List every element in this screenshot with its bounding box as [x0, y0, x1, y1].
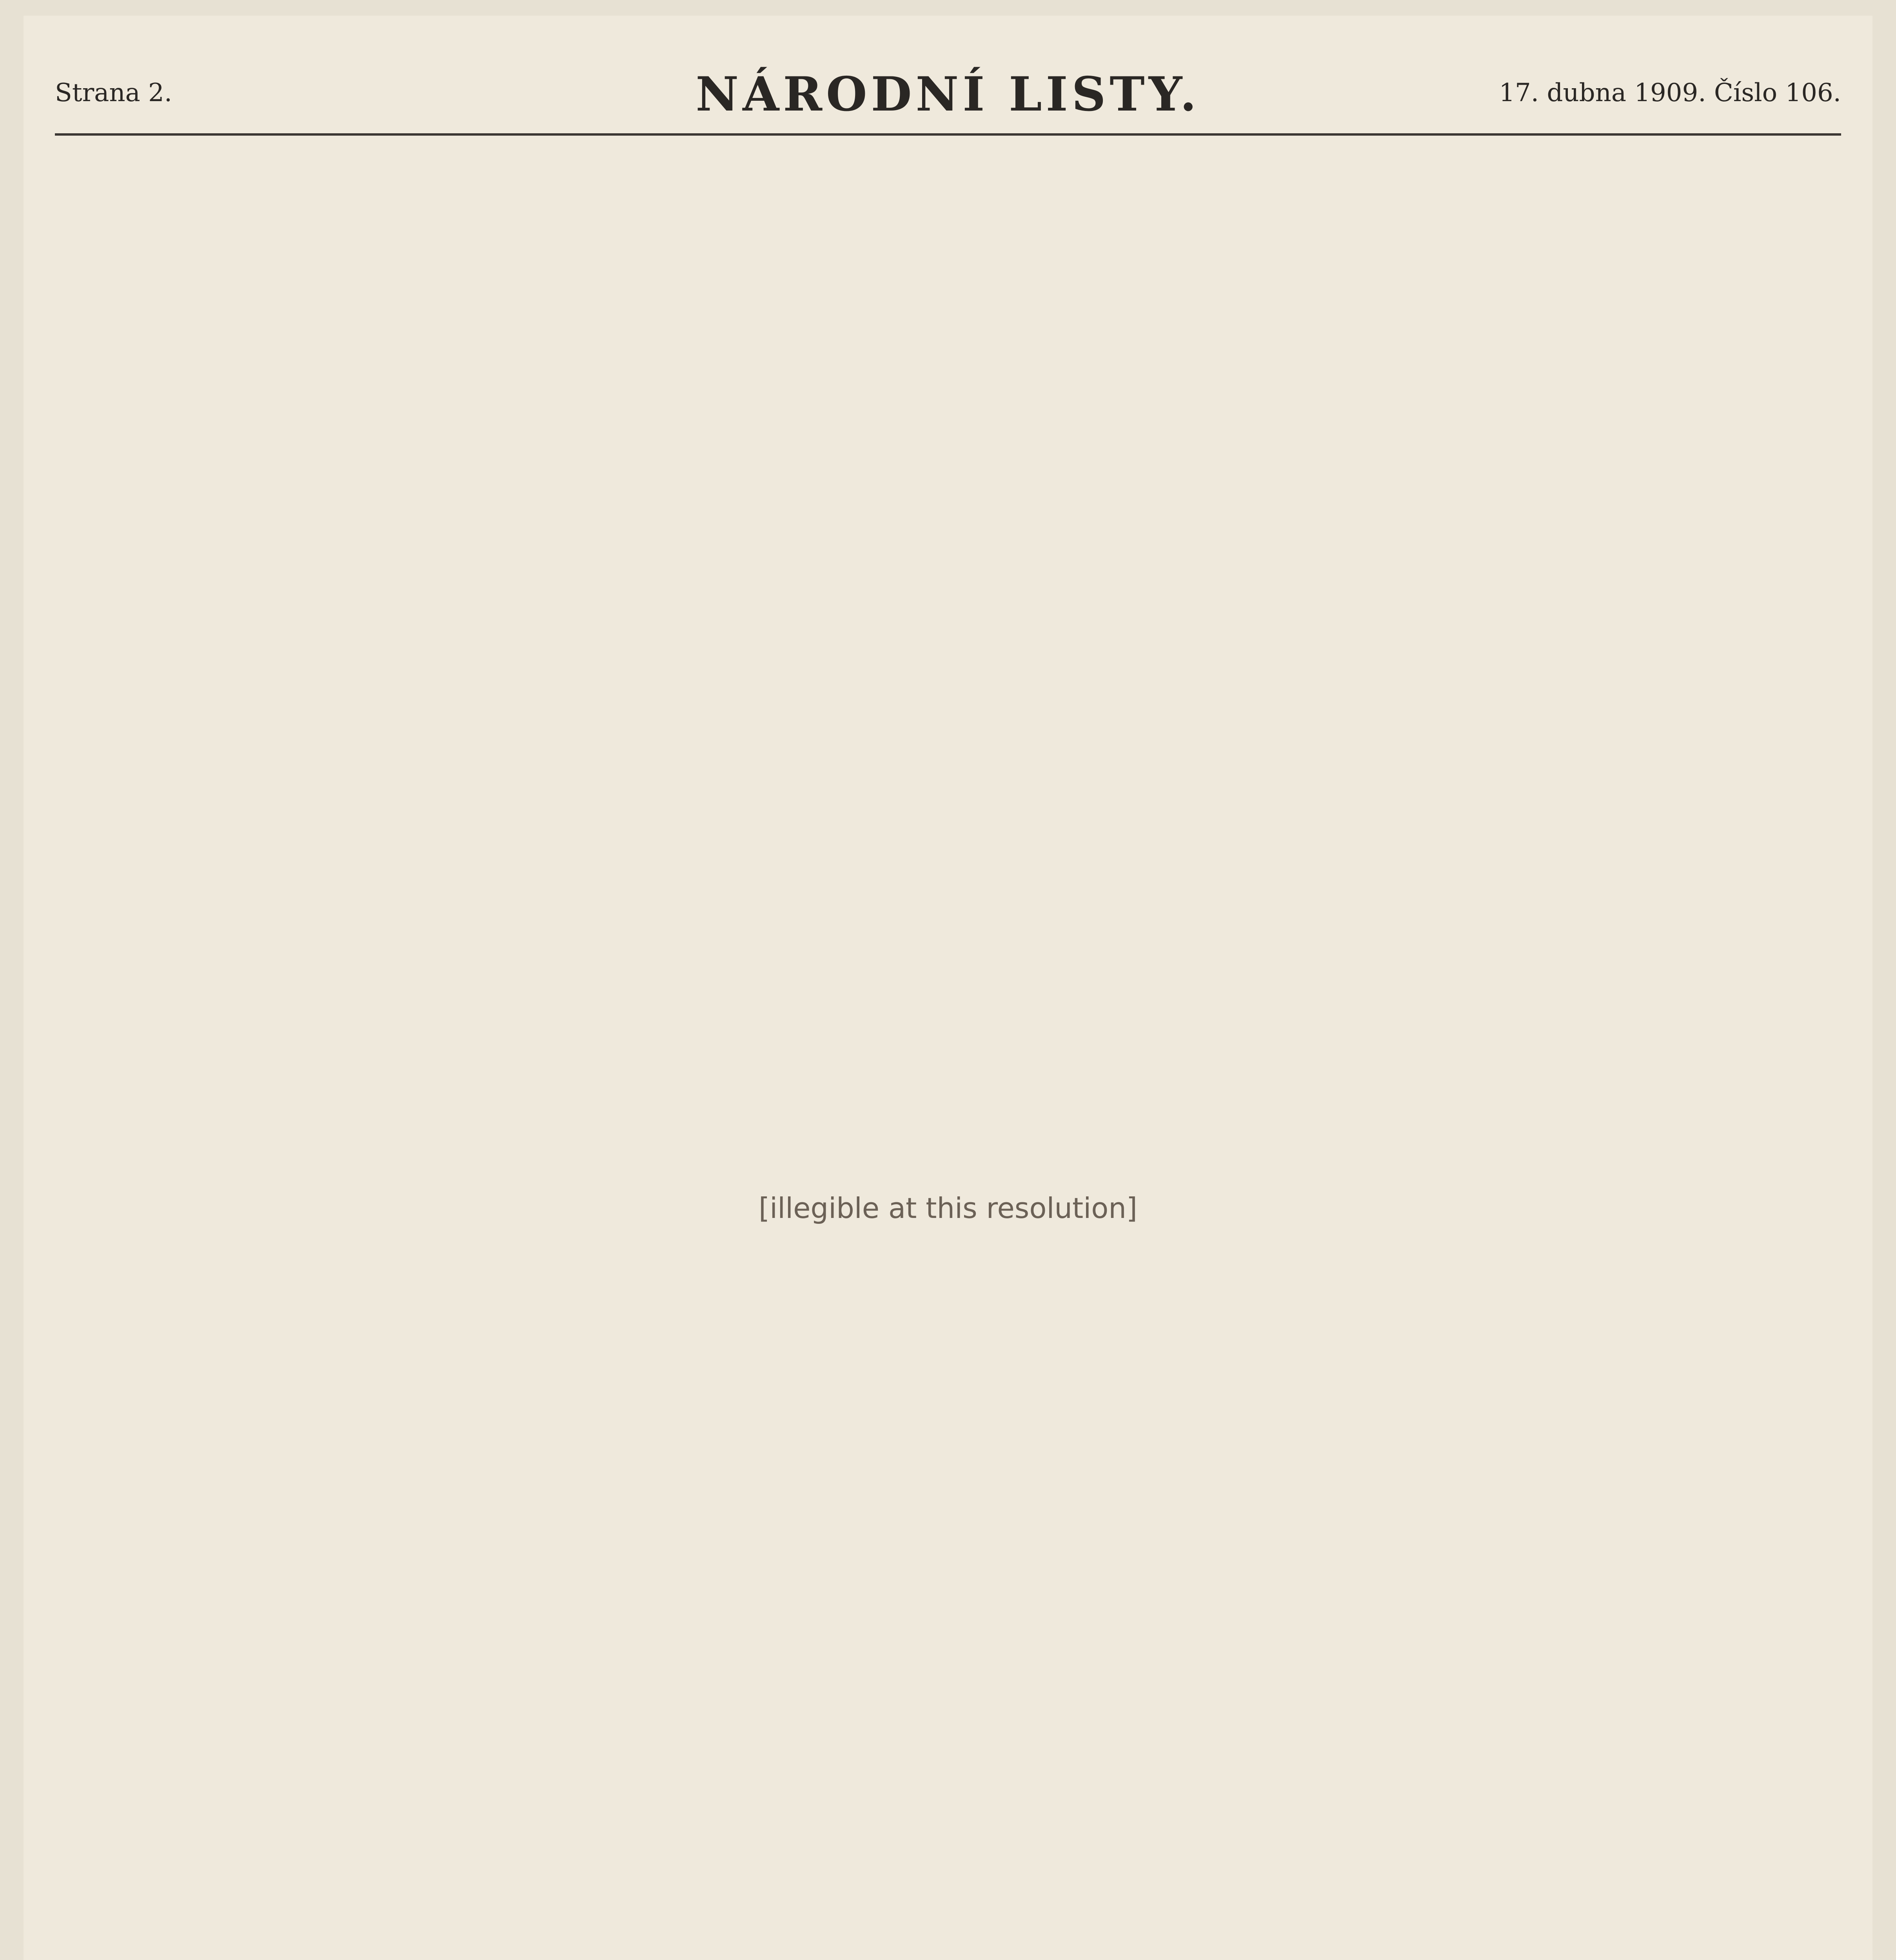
page-number: Strana 2.	[55, 78, 173, 107]
newspaper-page	[24, 16, 1872, 1960]
illegible-notice: [illegible at this resolution]	[758, 1192, 1138, 1225]
masthead: NÁRODNÍ LISTY.	[696, 67, 1200, 122]
date-and-issue: 17. dubna 1909. Číslo 106.	[1499, 78, 1841, 107]
page-header	[55, 63, 1841, 136]
